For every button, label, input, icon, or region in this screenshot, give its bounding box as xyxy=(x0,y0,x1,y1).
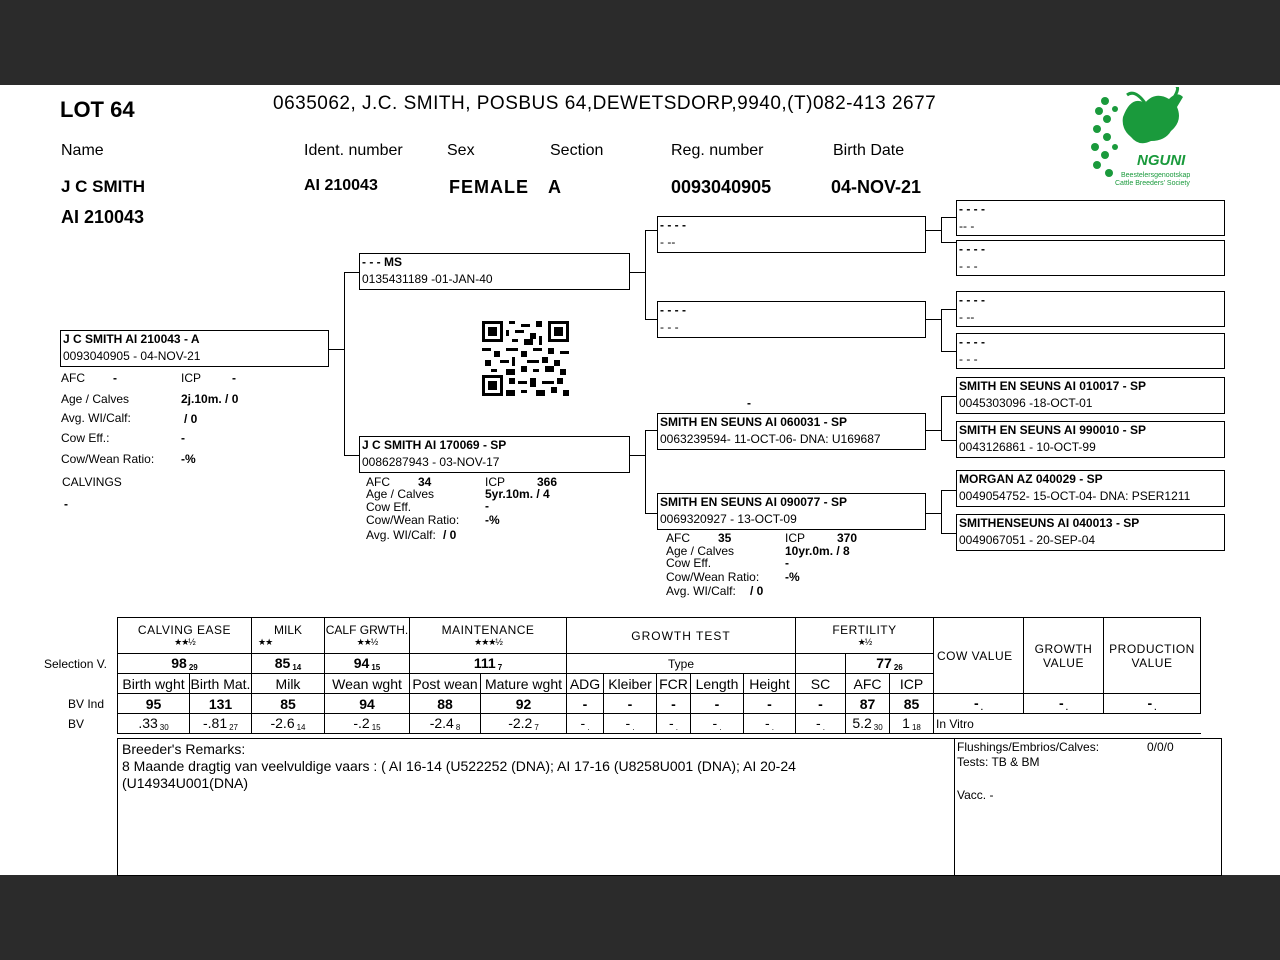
gg7-title: MORGAN AZ 040029 - SP xyxy=(959,472,1103,486)
fertility-stars-icon: ★½ xyxy=(857,637,872,647)
bv-cell: - $_.$ xyxy=(657,714,691,734)
performance-table xyxy=(117,617,1201,734)
great-grandparent-box xyxy=(956,514,1225,551)
animal-afc-label: AFC xyxy=(61,371,85,385)
bv-cell: - $_.$ xyxy=(691,714,744,734)
breeder-remarks-box xyxy=(117,738,955,876)
dam-cow-eff-label: Cow Eff. xyxy=(366,500,412,514)
bv-cell: - $_.$ xyxy=(567,714,604,734)
selection-calving: 98 $_{29}$ xyxy=(118,654,252,674)
side-info-box xyxy=(955,738,1222,876)
cow-value-bv-ind: - $_.$ xyxy=(934,694,1024,714)
bv-cell: 5.2 $_{30}$ xyxy=(846,714,890,734)
dam-icp-value: 366 xyxy=(537,475,558,489)
great-grandparent-box xyxy=(956,240,1225,276)
animal-afc-value: - xyxy=(113,371,117,385)
animal-cow-wean-label: Cow/Wean Ratio: xyxy=(61,452,155,466)
selection-calf: 94 $_{15}$ xyxy=(325,654,410,674)
bv-cell: -2.2 $_7$ xyxy=(481,714,567,734)
maint-stars-icon: ★★★½ xyxy=(474,637,502,647)
milk-header: MILK ★★ xyxy=(252,618,325,654)
animal-cow-eff-label: Cow Eff.: xyxy=(61,431,110,445)
bv-row-label: BV xyxy=(68,717,85,731)
production-value-header: PRODUCTION VALUE xyxy=(1104,618,1201,694)
selection-maint: 111 $_7$ xyxy=(410,654,567,674)
name-value: J C SMITH xyxy=(61,177,146,196)
selection-sc-empty xyxy=(796,654,846,674)
selection-row-label: Selection V. xyxy=(44,657,107,671)
great-grandparent-box xyxy=(956,377,1225,414)
birth-label: Birth Date xyxy=(833,142,905,159)
gg1-title: - - - - xyxy=(959,202,985,216)
column-header: Length xyxy=(691,674,744,694)
dam-afc-value: 34 xyxy=(418,475,432,489)
animal-cow-eff-value: - xyxy=(181,431,185,445)
dam-age-label: Age / Calves xyxy=(366,487,435,501)
bv-cell: .33 $_{30}$ xyxy=(118,714,190,734)
column-header: Milk xyxy=(252,674,325,694)
dam-sire-mark: - xyxy=(747,396,751,410)
animal-icp-value: - xyxy=(232,371,236,385)
in-vitro-label: In Vitro xyxy=(934,714,1201,734)
dam-cow-eff-value: - xyxy=(485,499,489,513)
gg6-title: SMITH EN SEUNS AI 990010 - SP xyxy=(959,423,1146,437)
vacc-text: Vacc. - xyxy=(957,788,994,802)
reg-label: Reg. number xyxy=(671,142,764,159)
gg2-reg: - - - xyxy=(959,259,978,273)
dam-box xyxy=(359,436,630,473)
dam-dam-icp-label: ICP xyxy=(785,531,806,545)
animal-box xyxy=(60,330,329,367)
section-label: Section xyxy=(550,142,604,159)
column-header: Birth Mat. xyxy=(190,675,251,692)
dam-dam-afc-label: AFC xyxy=(666,531,690,545)
bv-ind-cell: - xyxy=(796,694,846,714)
sire-sire-title: - - - - xyxy=(660,218,686,232)
animal-icp-label: ICP xyxy=(181,371,202,385)
breeder-address: 0635062, J.C. SMITH, POSBUS 64,DEWETSDORP,9940,(T)082-413 2677 xyxy=(273,93,937,114)
dam-dam-afc-value: 35 xyxy=(718,531,732,545)
column-header: FCR xyxy=(657,674,691,694)
sire-dam-box xyxy=(657,301,926,338)
bv-ind-cell: 87 xyxy=(846,694,890,714)
dam-icp-label: ICP xyxy=(485,475,506,489)
growth-value-bv-ind: - $_.$ xyxy=(1024,694,1104,714)
sire-sire-reg: - -- xyxy=(660,235,676,249)
column-header: Post wean xyxy=(410,674,481,694)
remarks-text: 8 Maande dragtig van veelvuldige vaars : ( AI 16-14 (U522252 (DNA); AI 17-16 (U8258U001 (DNA); AI 20-24 (U14934U001(DNA) xyxy=(122,758,796,791)
calving-ease-header: CALVING EASE ★★½ xyxy=(118,618,252,654)
bv-row xyxy=(118,714,1201,734)
dam-dam-box xyxy=(657,493,926,530)
dam-dam-cow-eff-label: Cow Eff. xyxy=(666,556,712,570)
great-grandparent-box xyxy=(956,291,1225,327)
ident-label: Ident. number xyxy=(304,142,403,159)
gg5-title: SMITH EN SEUNS AI 010017 - SP xyxy=(959,379,1146,393)
growth-test-header: GROWTH TEST xyxy=(567,618,796,654)
bv-cell: 1 $_{18}$ xyxy=(890,714,934,734)
dam-wi-label: Avg. WI/Calf: xyxy=(366,528,436,542)
gg3-reg: - -- xyxy=(959,310,975,324)
sex-value: FEMALE xyxy=(449,177,529,197)
milk-stars-icon: ★★ xyxy=(258,637,273,647)
bv-ind-cell: 131 xyxy=(190,694,252,714)
dam-dam-age-label: Age / Calves xyxy=(666,544,735,558)
animal-calvings-value: - xyxy=(64,497,68,511)
ident-value: AI 210043 xyxy=(304,177,378,194)
column-header: Kleiber xyxy=(604,674,657,694)
nguni-bull-logo-icon xyxy=(1085,87,1205,187)
gg3-title: - - - - xyxy=(959,293,985,307)
bv-cell: -.2 $_{15}$ xyxy=(325,714,410,734)
growth-value-header: GROWTH VALUE xyxy=(1024,618,1104,694)
bv-ind-cell: - xyxy=(744,694,796,714)
great-grandparent-box xyxy=(956,333,1225,369)
sire-title: - - - MS xyxy=(362,255,402,269)
animal-cow-wean-value: -% xyxy=(181,452,196,466)
calf-growth-header: CALF GRWTH. ★★½ xyxy=(325,618,410,654)
gg8-reg: 0049067051 - 20-SEP-04 xyxy=(959,533,1096,547)
bv-ind-cell: - xyxy=(567,694,604,714)
svg-text:Beestelersgenootskap: Beestelersgenootskap xyxy=(1121,172,1191,179)
pedigree-certificate xyxy=(0,85,1280,875)
svg-text:Cattle Breeders' Society: Cattle Breeders' Society xyxy=(1115,180,1190,187)
dam-sire-reg: 0063239594- 11-OCT-06- DNA: U169687 xyxy=(660,432,881,446)
bv-cell: - $_.$ xyxy=(604,714,657,734)
dam-dam-cow-eff-value: - xyxy=(785,556,789,570)
bv-ind-cell: 88 xyxy=(410,694,481,714)
dam-cow-wean-value: -% xyxy=(485,513,500,527)
remarks-label: Breeder's Remarks: xyxy=(122,741,246,757)
gg1-reg: -- - xyxy=(959,219,975,233)
sire-box xyxy=(359,253,630,290)
svg-text:NGUNI: NGUNI xyxy=(1137,152,1186,169)
bv-cell: - $_.$ xyxy=(796,714,846,734)
dam-dam-reg: 0069320927 - 13-OCT-09 xyxy=(660,512,797,526)
gg4-title: - - - - xyxy=(959,335,985,349)
gg4-reg: - - - xyxy=(959,352,978,366)
bv-ind-row-label: BV Ind xyxy=(68,697,105,711)
dam-title: J C SMITH AI 170069 - SP xyxy=(362,438,507,452)
qr-code-icon xyxy=(481,321,570,396)
column-header: Height xyxy=(744,674,796,694)
dam-dam-title: SMITH EN SEUNS AI 090077 - SP xyxy=(660,495,847,509)
reg-value: 0093040905 xyxy=(671,177,772,197)
bv-ind-cell: 95 xyxy=(118,694,190,714)
production-value-bv-ind: - $_.$ xyxy=(1104,694,1201,714)
gg5-reg: 0045303096 -18-OCT-01 xyxy=(959,396,1093,410)
column-header: ADG xyxy=(567,674,604,694)
bv-ind-cell: 94 xyxy=(325,694,410,714)
dam-reg-date: 0086287943 - 03-NOV-17 xyxy=(362,455,500,469)
birth-value: 04-NOV-21 xyxy=(831,177,922,197)
tests-text: Tests: TB & BM xyxy=(957,755,1040,769)
bv-ind-cell: 85 xyxy=(252,694,325,714)
column-header: Birth wght xyxy=(118,674,190,694)
flushings-value: 0/0/0 xyxy=(1147,740,1174,754)
animal-age-label: Age / Calves xyxy=(61,392,130,406)
name-label: Name xyxy=(61,142,104,159)
animal-wi-label: Avg. WI/Calf: xyxy=(61,411,131,425)
column-header: Wean wght xyxy=(325,674,410,694)
dam-dam-cow-wean-label: Cow/Wean Ratio: xyxy=(666,570,760,584)
sire-dam-title: - - - - xyxy=(660,303,686,317)
bv-cell: -2.6 $_{14}$ xyxy=(252,714,325,734)
calving-stars-icon: ★★½ xyxy=(174,637,195,647)
dam-cow-wean-label: Cow/Wean Ratio: xyxy=(366,513,460,527)
animal-wi-value: / 0 xyxy=(184,412,198,426)
dam-dam-age-value: 10yr.0m. / 8 xyxy=(785,544,850,558)
dam-dam-wi-label: Avg. WI/Calf: xyxy=(666,584,736,598)
bv-ind-row xyxy=(118,694,1201,714)
bv-ind-cell: - xyxy=(604,694,657,714)
calf-stars-icon: ★★½ xyxy=(356,637,378,647)
bv-ind-cell: 85 xyxy=(890,694,934,714)
flushings-label: Flushings/Embrios/Calves: xyxy=(957,740,1100,754)
name-value-2: AI 210043 xyxy=(61,207,145,227)
gg7-reg: 0049054752- 15-OCT-04- DNA: PSER1211 xyxy=(959,489,1191,503)
selection-type: Type xyxy=(567,654,796,674)
animal-reg-date: 0093040905 - 04-NOV-21 xyxy=(63,349,201,363)
dam-afc-label: AFC xyxy=(366,475,390,489)
dam-dam-cow-wean-value: -% xyxy=(785,570,800,584)
dam-sire-title: SMITH EN SEUNS AI 060031 - SP xyxy=(660,415,847,429)
column-header: ICP xyxy=(890,674,934,694)
gg6-reg: 0043126861 - 10-OCT-99 xyxy=(959,440,1096,454)
bv-cell: -.81 $_{27}$ xyxy=(190,714,252,734)
great-grandparent-box xyxy=(956,421,1225,458)
gg2-title: - - - - xyxy=(959,242,985,256)
selection-fertility: 77 $_{26}$ xyxy=(846,654,934,674)
fertility-header: FERTILITY ★½ xyxy=(796,618,934,654)
section-value: A xyxy=(548,177,561,197)
column-header: Mature wght xyxy=(481,674,567,694)
animal-calvings-label: CALVINGS xyxy=(62,475,122,489)
animal-age-value: 2j.10m. / 0 xyxy=(181,392,239,406)
great-grandparent-box xyxy=(956,470,1225,507)
dam-sire-box xyxy=(657,413,926,450)
bv-ind-cell: - xyxy=(691,694,744,714)
column-header: SC xyxy=(796,674,846,694)
dam-dam-icp-value: 370 xyxy=(837,531,858,545)
sire-reg-date: 0135431189 -01-JAN-40 xyxy=(362,272,493,286)
dam-dam-wi-value: / 0 xyxy=(750,584,764,598)
gg8-title: SMITHENSEUNS AI 040013 - SP xyxy=(959,516,1140,530)
sex-label: Sex xyxy=(447,142,475,159)
animal-title: J C SMITH AI 210043 - A xyxy=(63,332,200,346)
dam-wi-value: / 0 xyxy=(443,528,457,542)
sire-dam-reg: - - - xyxy=(660,320,679,334)
maintenance-header: MAINTENANCE ★★★½ xyxy=(410,618,567,654)
column-header: AFC xyxy=(846,674,890,694)
lot-number: LOT 64 xyxy=(60,97,135,122)
bv-ind-cell: 92 xyxy=(481,694,567,714)
bv-cell: -2.4 $_8$ xyxy=(410,714,481,734)
great-grandparent-box xyxy=(956,200,1225,236)
bv-cell: - $_.$ xyxy=(744,714,796,734)
sire-sire-box xyxy=(657,216,926,253)
cow-value-header: COW VALUE xyxy=(934,618,1024,694)
bv-ind-cell: - xyxy=(657,694,691,714)
selection-milk: 85 $_{14}$ xyxy=(252,654,325,674)
dam-age-value: 5yr.10m. / 4 xyxy=(485,487,550,501)
